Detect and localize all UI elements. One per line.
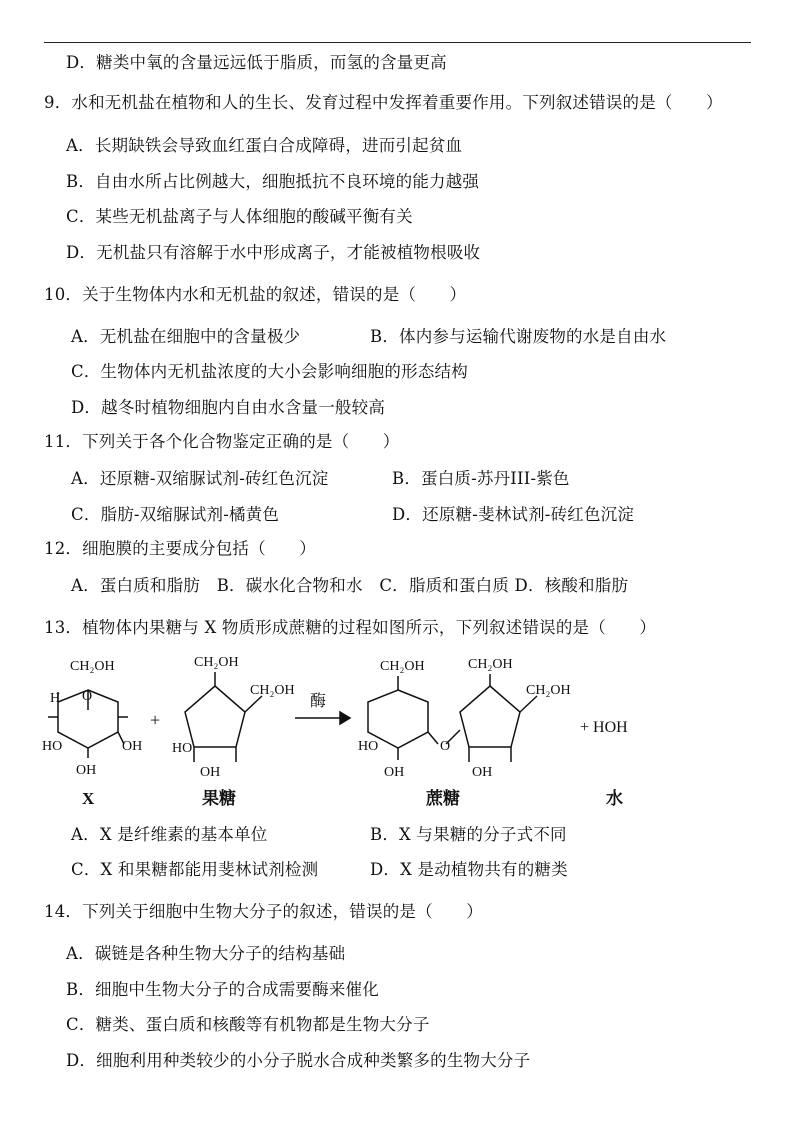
q13-option-a: A．X 是纤维素的基本单位 — [71, 825, 268, 844]
q14-option-c: C．糖类、蛋白质和核酸等有机物都是生物大分子 — [66, 1015, 430, 1034]
x-oh-right-label: OH — [122, 739, 143, 754]
x-oh-bottom-label: OH — [76, 763, 97, 778]
sucrose-formation-diagram — [40, 652, 680, 812]
q8-option-d: D．糖类中氧的含量远远低于脂质，而氢的含量更高 — [66, 53, 447, 72]
x-h-label: H — [50, 691, 61, 706]
q14-stem: 14．下列关于细胞中生物大分子的叙述，错误的是（ ） — [44, 902, 483, 921]
q9-option-c: C．某些无机盐离子与人体细胞的酸碱平衡有关 — [66, 207, 413, 226]
x-ho-label: HO — [42, 739, 63, 754]
sucrose-ch2oh-top: CH₂OH — [468, 657, 513, 672]
header-rule — [44, 42, 751, 43]
q9-option-a: A．长期缺铁会导致血红蛋白合成障碍，进而引起贫血 — [66, 136, 463, 155]
q13-option-b: B．X 与果糖的分子式不同 — [370, 825, 567, 844]
q13-option-c: C．X 和果糖都能用斐林试剂检测 — [71, 860, 319, 879]
sucrose-bridge-oxygen: O — [440, 739, 451, 754]
q9-stem: 9．水和无机盐在植物和人的生长、发育过程中发挥着重要作用。下列叙述错误的是（ ） — [44, 93, 723, 112]
enzyme-label: 酶 — [310, 693, 327, 710]
label-sucrose: 蔗糖 — [426, 789, 460, 808]
q9-option-d: D．无机盐只有溶解于水中形成离子，才能被植物根吸收 — [66, 243, 481, 262]
q10-option-b: B．体内参与运输代谢废物的水是自由水 — [370, 327, 667, 346]
sucrose-ho-label: HO — [358, 739, 379, 754]
q12-stem: 12．细胞膜的主要成分包括（ ） — [44, 539, 316, 558]
q13-stem: 13．植物体内果糖与 X 物质形成蔗糖的过程如图所示，下列叙述错误的是（ ） — [44, 618, 657, 637]
sucrose-oh-left: OH — [384, 765, 405, 780]
q10-option-d: D．越冬时植物细胞内自由水含量一般较高 — [71, 398, 386, 417]
fructose-ch2oh-right: CH₂OH — [250, 683, 295, 698]
label-x: X — [82, 789, 95, 808]
q14-option-b: B．细胞中生物大分子的合成需要酶来催化 — [66, 980, 379, 999]
sucrose-oh-bottom: OH — [472, 765, 493, 780]
q11-option-c: C．脂肪-双缩脲试剂-橘黄色 — [71, 505, 280, 524]
q14-option-a: A．碳链是各种生物大分子的结构基础 — [66, 944, 346, 963]
fructose-ch2oh-top: CH₂OH — [194, 655, 239, 670]
q10-option-a: A．无机盐在细胞中的含量极少 — [71, 327, 301, 346]
q9-option-b: B．自由水所占比例越大，细胞抵抗不良环境的能力越强 — [66, 172, 480, 191]
x-ring-oxygen: O — [82, 689, 93, 704]
q11-option-d: D．还原糖-斐林试剂-砖红色沉淀 — [392, 505, 635, 524]
q13-option-d: D．X 是动植物共有的糖类 — [370, 860, 568, 879]
fructose-ho-label: HO — [172, 741, 193, 756]
sucrose-ch2oh-right: CH₂OH — [526, 683, 571, 698]
label-fructose: 果糖 — [202, 789, 236, 808]
q11-option-a: A．还原糖-双缩脲试剂-砖红色沉淀 — [71, 469, 329, 488]
plus-sign: + — [150, 710, 161, 730]
plus-water-label: + HOH — [580, 719, 628, 736]
label-water: 水 — [606, 789, 623, 808]
q11-option-b: B．蛋白质-苏丹III-紫色 — [392, 469, 570, 488]
x-ch2oh-label: CH₂OH — [70, 659, 115, 674]
q14-option-d: D．细胞利用种类较少的小分子脱水合成种类繁多的生物大分子 — [66, 1051, 531, 1070]
q10-option-c: C．生物体内无机盐浓度的大小会影响细胞的形态结构 — [71, 362, 468, 381]
fructose-oh-label: OH — [200, 765, 221, 780]
q10-stem: 10．关于生物体内水和无机盐的叙述，错误的是（ ） — [44, 285, 467, 304]
q12-options: A．蛋白质和脂肪 B．碳水化合物和水 C．脂质和蛋白质 D．核酸和脂肪 — [71, 576, 629, 595]
q11-stem: 11．下列关于各个化合物鉴定正确的是（ ） — [44, 432, 400, 451]
sucrose-ch2oh-left: CH₂OH — [380, 659, 425, 674]
